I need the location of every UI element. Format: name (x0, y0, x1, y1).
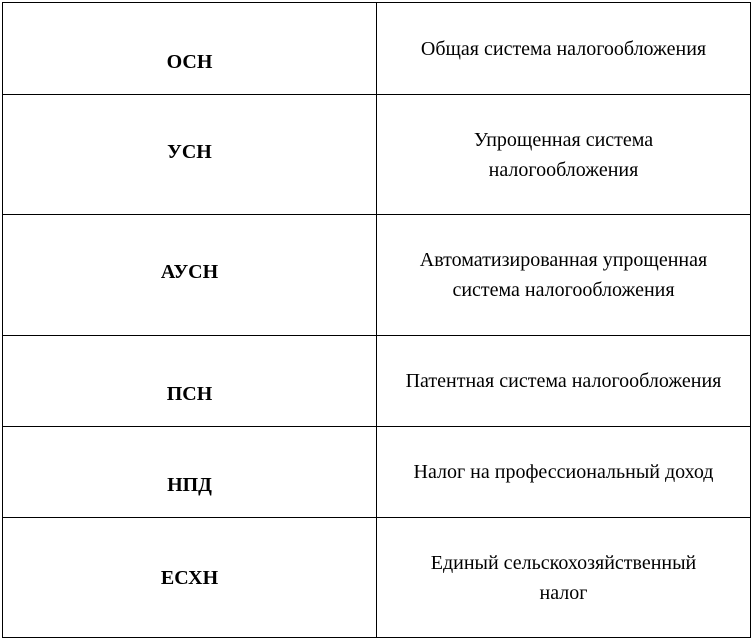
description-cell (377, 3, 751, 95)
tax-systems-table (2, 2, 751, 638)
table-row (3, 3, 751, 95)
description-text: Автоматизированная упрощенная система налогообложения (419, 249, 708, 301)
description-cell (377, 427, 751, 518)
description-cell (377, 95, 751, 215)
table-row (3, 518, 751, 638)
description-text: Патентная система налогообложения (405, 370, 722, 392)
description-text: Налог на профессиональный доход (413, 461, 714, 483)
abbreviation-cell (3, 336, 377, 427)
abbreviation-cell (3, 518, 377, 638)
table-row (3, 95, 751, 215)
description-cell (377, 215, 751, 336)
abbreviation-text: ПСН (166, 383, 213, 405)
description-cell (377, 518, 751, 638)
abbreviation-text: ОСН (166, 50, 213, 73)
description-text: Упрощенная система налогообложения (473, 128, 654, 181)
abbreviation-text: ЕСХН (160, 566, 219, 589)
table-row (3, 336, 751, 427)
abbreviation-cell (3, 95, 377, 215)
description-cell (377, 336, 751, 427)
abbreviation-cell (3, 215, 377, 336)
abbreviation-cell (3, 3, 377, 95)
table-row (3, 427, 751, 518)
table-row (3, 215, 751, 336)
description-text: Единый сельскохозяйственный налог (430, 551, 697, 604)
abbreviation-cell (3, 427, 377, 518)
description-text: Общая система налогообложения (420, 37, 707, 60)
abbreviation-text: НПД (167, 474, 212, 496)
abbreviation-text: АУСН (160, 261, 219, 283)
abbreviation-text: УСН (167, 140, 212, 163)
